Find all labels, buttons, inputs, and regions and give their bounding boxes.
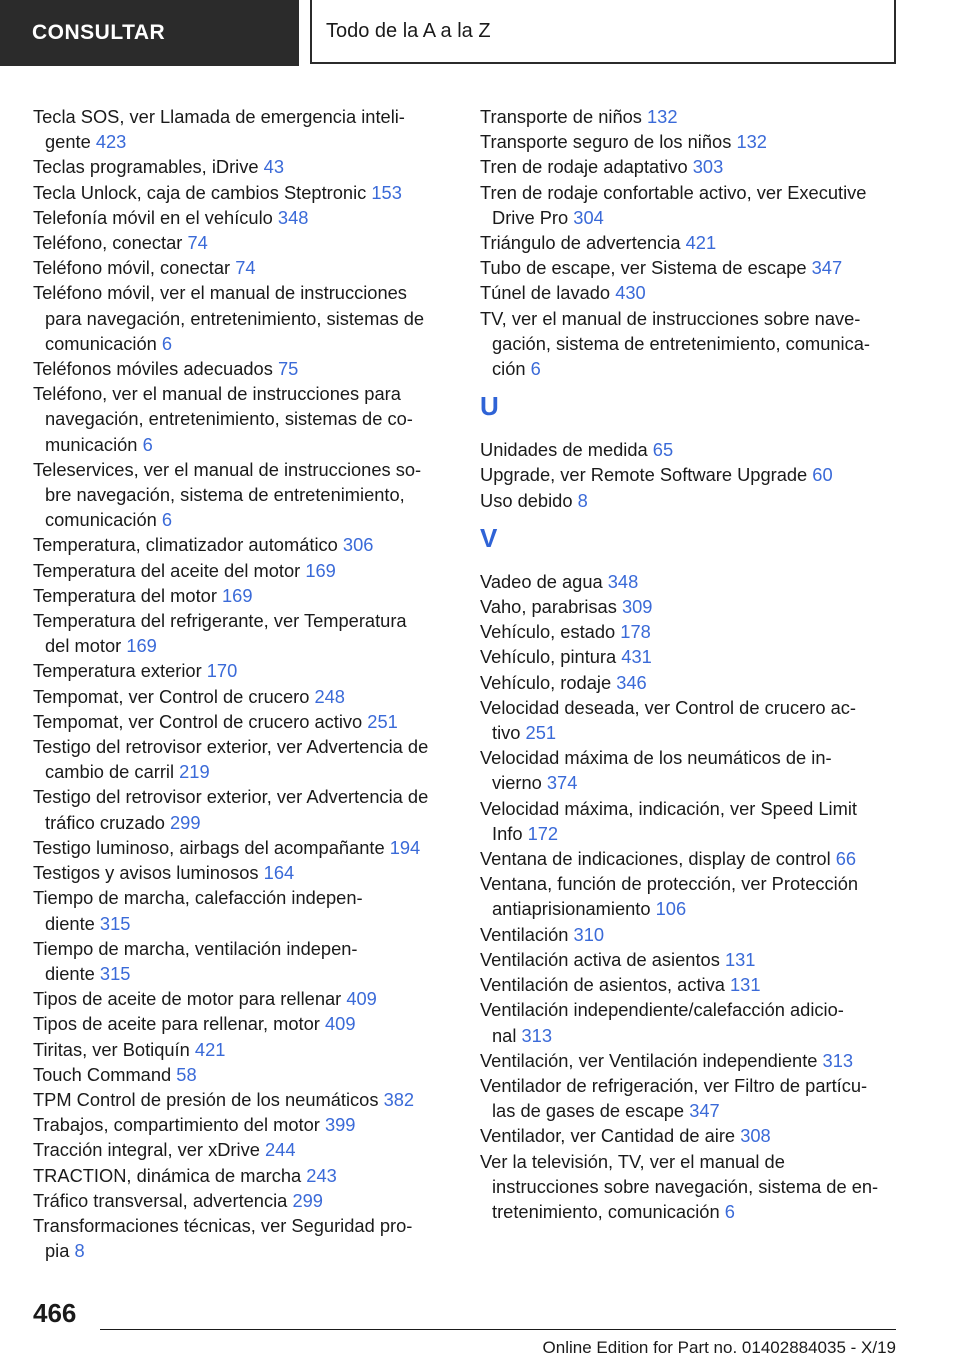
chapter-tab [310, 0, 896, 64]
index-entry [480, 745, 900, 795]
index-entry-text: tivo [492, 722, 521, 744]
page-reference-link[interactable]: 8 [74, 1240, 85, 1262]
page-reference-link[interactable]: 382 [383, 1088, 415, 1110]
page-reference-link[interactable]: 169 [126, 635, 157, 657]
index-entry [480, 997, 900, 1047]
page-reference-link[interactable]: 348 [277, 206, 309, 228]
index-entry [480, 230, 900, 255]
index-entry [480, 1048, 900, 1073]
index-entry [33, 1213, 453, 1263]
index-entry [33, 784, 453, 834]
index-entry [33, 154, 453, 179]
page-reference-link[interactable]: 43 [263, 156, 284, 178]
index-entry-text: Ventilación [480, 923, 569, 945]
index-entry [480, 1123, 900, 1148]
index-entry [480, 594, 900, 619]
index-entry [480, 437, 900, 462]
page-reference-link[interactable]: 153 [371, 181, 402, 203]
page-reference-link[interactable]: 313 [822, 1049, 854, 1071]
index-entry [480, 670, 900, 695]
index-entry-text: Velocidad deseada, ver Control de crucero ac- [480, 696, 856, 718]
index-entry [480, 154, 900, 179]
index-entry-text: gación, sistema de entretenimiento, comunica- [492, 332, 871, 354]
index-entry-text: Telefonía móvil en el vehículo [33, 206, 273, 228]
index-entry-text: Velocidad máxima de los neumáticos de in- [480, 747, 832, 769]
page-reference-link[interactable]: 248 [314, 685, 345, 707]
page-reference-link[interactable]: 65 [652, 439, 674, 461]
index-entry-text: comunicación [45, 509, 157, 531]
page-reference-link[interactable]: 132 [647, 106, 678, 127]
index-entry-text: diente [45, 912, 95, 934]
index-entry-text: Vehículo, rodaje [480, 671, 612, 693]
index-entry [480, 619, 900, 644]
page-reference-link[interactable]: 106 [655, 898, 687, 920]
index-entry [33, 684, 453, 709]
page-reference-link[interactable]: 315 [99, 912, 131, 934]
page-reference-link[interactable]: 313 [521, 1024, 553, 1046]
index-entry [33, 885, 453, 935]
index-entry-text: Tipos de aceite para rellenar, motor [33, 1013, 320, 1035]
index-entry-text: comunicación [45, 332, 157, 354]
page-reference-link[interactable]: 194 [389, 836, 421, 858]
page-reference-link[interactable]: 423 [95, 131, 127, 153]
page-reference-link[interactable]: 75 [277, 358, 299, 380]
index-entry [33, 583, 453, 608]
page-reference-link[interactable]: 304 [573, 206, 604, 228]
index-entry-text: Tren de rodaje confortable activo, ver Executive [480, 181, 867, 203]
index-entry [480, 104, 900, 129]
index-entry [33, 381, 453, 457]
index-entry-text: diente [45, 962, 95, 984]
index-entry [33, 1087, 453, 1112]
index-entry [33, 180, 453, 205]
index-entry-text: Teléfono, ver el manual de instrucciones para [33, 383, 401, 405]
index-entry [480, 255, 900, 280]
page-reference-link[interactable]: 8 [577, 489, 588, 511]
index-letter-heading: V [480, 522, 498, 553]
index-entry-text: Tiempo de marcha, calefacción indepen- [33, 887, 363, 909]
index-entry [480, 972, 900, 997]
index-entry-text: gente [45, 131, 91, 153]
index-entry [480, 871, 900, 921]
index-entry [33, 709, 453, 734]
index-entry [480, 796, 900, 846]
index-entry [480, 695, 900, 745]
section-title: CONSULTAR [32, 21, 166, 44]
page-reference-link[interactable]: 6 [724, 1200, 735, 1222]
index-entry [480, 1149, 900, 1225]
index-entry [33, 532, 453, 557]
page-reference-link[interactable]: 308 [740, 1125, 771, 1147]
index-entry-text: Ver la televisión, TV, ver el manual de [480, 1150, 785, 1172]
page-reference-link[interactable]: 219 [179, 761, 210, 783]
page-reference-link[interactable]: 409 [325, 1013, 356, 1035]
page-reference-link[interactable]: 299 [170, 811, 201, 833]
index-entry [33, 658, 453, 683]
index-entry-text: municación [45, 433, 138, 455]
index-entry-text: Ventilador de refrigeración, ver Filtro de partícu- [480, 1074, 868, 1096]
index-entry-text: Ventilador, ver Cantidad de aire [480, 1125, 736, 1147]
index-entry-text: Ventana de indicaciones, display de control [480, 848, 831, 870]
index-entry-text: Tiritas, ver Botiquín [33, 1038, 190, 1060]
page-reference-link[interactable]: 131 [730, 974, 761, 996]
index-entry-text: Túnel de lavado [480, 282, 611, 304]
index-entry-text: TV, ver el manual de instrucciones sobre nave- [480, 307, 861, 329]
index-entry-text: para navegación, entretenimiento, sistemas de [45, 307, 425, 329]
index-entry-text: ción [492, 358, 526, 380]
page-reference-link[interactable]: 303 [692, 156, 724, 178]
index-entry-text: Vadeo de agua [480, 570, 603, 592]
index-entry-text: Teclas programables, iDrive [33, 156, 259, 178]
page-reference-link[interactable]: 178 [620, 621, 651, 643]
page-reference-link[interactable]: 309 [621, 596, 653, 618]
index-entry-text: TRACTION, dinámica de marcha [33, 1164, 302, 1186]
page-reference-link[interactable]: 6 [142, 433, 153, 455]
index-entry [33, 1137, 453, 1162]
page-reference-link[interactable]: 244 [265, 1139, 296, 1161]
index-entry-text: Tecla SOS, ver Llamada de emergencia inteli- [33, 106, 405, 127]
page-reference-link[interactable]: 169 [222, 584, 253, 606]
page-number: 466 [33, 1298, 77, 1328]
index-entry-text: Tecla Unlock, caja de cambios Steptronic [33, 181, 367, 203]
index-entry-text: Touch Command [33, 1063, 172, 1085]
index-entry-text: Tracción integral, ver xDrive [33, 1139, 260, 1161]
index-entry-text: Upgrade, ver Remote Software Upgrade [480, 464, 808, 486]
index-entry-text: tráfico cruzado [45, 811, 165, 833]
index-entry [480, 306, 900, 382]
index-entry [480, 180, 900, 230]
index-entry-text: Vehículo, estado [480, 621, 616, 643]
page-reference-link[interactable]: 131 [724, 948, 756, 970]
index-entry [33, 1011, 453, 1036]
index-entry-text: navegación, entretenimiento, sistemas de co- [45, 408, 413, 430]
index-entry-text: antiaprisionamiento [492, 898, 651, 920]
index-entry [33, 936, 453, 986]
index-entry-text: Testigo del retrovisor exterior, ver Advertencia de [33, 786, 429, 808]
index-entry [480, 569, 900, 594]
page-reference-link[interactable]: 374 [546, 772, 578, 794]
page-reference-link[interactable]: 74 [235, 257, 256, 279]
index-entry-text: Ventilación, ver Ventilación independiente [480, 1049, 818, 1071]
index-entry-text: Testigo luminoso, airbags del acompañante [33, 836, 385, 858]
index-entry-text: Triángulo de advertencia [480, 232, 681, 254]
index-entry-text: del motor [45, 635, 122, 657]
index-entry-text: Transporte seguro de los niños [480, 131, 732, 153]
index-entry-text: Teléfonos móviles adecuados [33, 358, 273, 380]
index-letter-heading: U [480, 391, 499, 422]
index-entry [33, 608, 453, 658]
index-entry-text: Ventilación independiente/calefacción adicio- [480, 999, 844, 1021]
index-entry [33, 356, 453, 381]
index-entry [33, 205, 453, 230]
index-entry-text: Ventana, función de protección, ver Protección [480, 873, 859, 895]
page-reference-link[interactable]: 169 [305, 559, 336, 581]
page-reference-link[interactable]: 172 [527, 822, 559, 844]
page-reference-link[interactable]: 346 [616, 671, 647, 693]
index-entry-text: Ventilación de asientos, activa [480, 974, 725, 996]
page-reference-link[interactable]: 421 [194, 1038, 226, 1060]
index-entry [33, 558, 453, 583]
index-entry [480, 644, 900, 669]
index-entry [33, 457, 453, 533]
index-entry-text: Tren de rodaje adaptativo [480, 156, 688, 178]
page-reference-link[interactable]: 348 [607, 570, 639, 592]
index-entry-text: Teléfono móvil, conectar [33, 257, 231, 279]
page-reference-link[interactable]: 58 [176, 1063, 197, 1085]
index-entry [33, 1163, 453, 1188]
page-reference-link[interactable]: 132 [736, 131, 767, 153]
index-entry-text: instrucciones sobre navegación, sistema de en- [492, 1175, 879, 1197]
index-entry-text: Velocidad máxima, indicación, ver Speed Limit [480, 797, 857, 819]
index-entry [33, 255, 453, 280]
index-entry-text: Transporte de niños [480, 106, 642, 127]
index-entry-text: vierno [492, 772, 542, 794]
page-reference-link[interactable]: 6 [530, 358, 541, 380]
index-entry-text: Tiempo de marcha, ventilación indepen- [33, 937, 358, 959]
page-reference-link[interactable]: 251 [367, 710, 398, 732]
index-entry-text: Teleservices, ver el manual de instrucciones so- [33, 458, 422, 480]
index-entry-text: Transformaciones técnicas, ver Seguridad pro- [33, 1214, 413, 1236]
page-reference-link[interactable]: 243 [306, 1164, 337, 1186]
index-entry-text: Unidades de medida [480, 439, 648, 461]
index-entry-text: TPM Control de presión de los neumáticos [33, 1088, 379, 1110]
index-entry-text: Vehículo, pintura [480, 646, 617, 668]
page-reference-link[interactable]: 170 [206, 660, 238, 682]
index-column-left [33, 104, 453, 1263]
page-reference-link[interactable]: 347 [689, 1100, 720, 1122]
index-entry [33, 1037, 453, 1062]
page-reference-link[interactable]: 431 [621, 646, 652, 668]
index-entry [480, 922, 900, 947]
page-reference-link[interactable]: 306 [342, 534, 374, 556]
index-entry-text: Temperatura del refrigerante, ver Temperatura [33, 610, 407, 632]
index-entry [33, 230, 453, 255]
index-entry [480, 129, 900, 154]
index-entry-text: cambio de carril [45, 761, 175, 783]
index-entry [480, 846, 900, 871]
footer-edition-text: Online Edition for Part no. 01402884035 - X/19 [542, 1338, 896, 1357]
index-entry [33, 860, 453, 885]
page-header [0, 0, 960, 66]
page-reference-link[interactable]: 6 [161, 509, 173, 531]
index-entry [33, 835, 453, 860]
index-entry-text: pia [45, 1240, 70, 1262]
index-entry [33, 734, 453, 784]
index-entry-text: Tempomat, ver Control de crucero activo [33, 710, 363, 732]
page-reference-link[interactable]: 60 [812, 464, 833, 486]
page-reference-link[interactable]: 251 [525, 722, 557, 744]
index-entry-text: Ventilación activa de asientos [480, 948, 720, 970]
page-reference-link[interactable]: 409 [346, 988, 377, 1010]
page-reference-link[interactable]: 421 [685, 232, 717, 254]
index-entry [33, 1112, 453, 1137]
page-reference-link[interactable]: 74 [187, 232, 208, 254]
index-entry-text: Temperatura, climatizador automático [33, 534, 338, 556]
page-reference-link[interactable]: 310 [573, 923, 605, 945]
page-reference-link[interactable]: 430 [615, 282, 646, 304]
index-entry-text: Vaho, parabrisas [480, 596, 617, 618]
index-entry [480, 462, 900, 487]
index-entry [480, 947, 900, 972]
page-reference-link[interactable]: 299 [292, 1189, 323, 1211]
index-entry-text: Teléfono móvil, ver el manual de instrucciones [33, 282, 407, 304]
footer-divider [100, 1329, 896, 1330]
page-reference-link[interactable]: 164 [263, 862, 295, 884]
index-entry [480, 488, 900, 513]
index-entry-text: bre navegación, sistema de entretenimiento, [45, 484, 405, 506]
index-entry-text: Trabajos, compartimiento del motor [33, 1114, 320, 1136]
page-reference-link[interactable]: 6 [161, 332, 173, 354]
index-entry-text: Tempomat, ver Control de crucero [33, 685, 310, 707]
page-reference-link[interactable]: 399 [324, 1114, 356, 1136]
index-entry [33, 280, 453, 356]
index-entry-text: Tráfico transversal, advertencia [33, 1189, 288, 1211]
page-reference-link[interactable]: 66 [835, 848, 857, 870]
index-entry [33, 1188, 453, 1213]
page-reference-link[interactable]: 315 [99, 962, 131, 984]
index-entry-text: Teléfono, conectar [33, 232, 183, 254]
index-entry-text: Tipos de aceite de motor para rellenar [33, 988, 342, 1010]
index-entry-text: nal [492, 1024, 517, 1046]
index-entry [480, 280, 900, 305]
index-entry-text: Testigo del retrovisor exterior, ver Advertencia de [33, 736, 429, 758]
index-entry [33, 104, 453, 154]
index-entry-text: Drive Pro [492, 206, 569, 228]
index-entry [480, 1073, 900, 1123]
index-entry-text: Uso debido [480, 489, 573, 511]
chapter-title: Todo de la A a la Z [326, 19, 491, 42]
index-entry-text: Temperatura exterior [33, 660, 202, 682]
index-entry [33, 1062, 453, 1087]
section-tab [0, 0, 299, 66]
index-entry-text: tretenimiento, comunicación [492, 1200, 720, 1222]
index-entry-text: las de gases de escape [492, 1100, 685, 1122]
index-entry-text: Temperatura del motor [33, 584, 217, 606]
index-entry-text: Tubo de escape, ver Sistema de escape [480, 257, 807, 279]
index-entry [33, 986, 453, 1011]
index-entry-text: Temperatura del aceite del motor [33, 559, 301, 581]
index-entry-text: Info [492, 822, 523, 844]
page-reference-link[interactable]: 347 [811, 257, 843, 279]
index-entry-text: Testigos y avisos luminosos [33, 862, 259, 884]
index-column-right [480, 104, 900, 1224]
